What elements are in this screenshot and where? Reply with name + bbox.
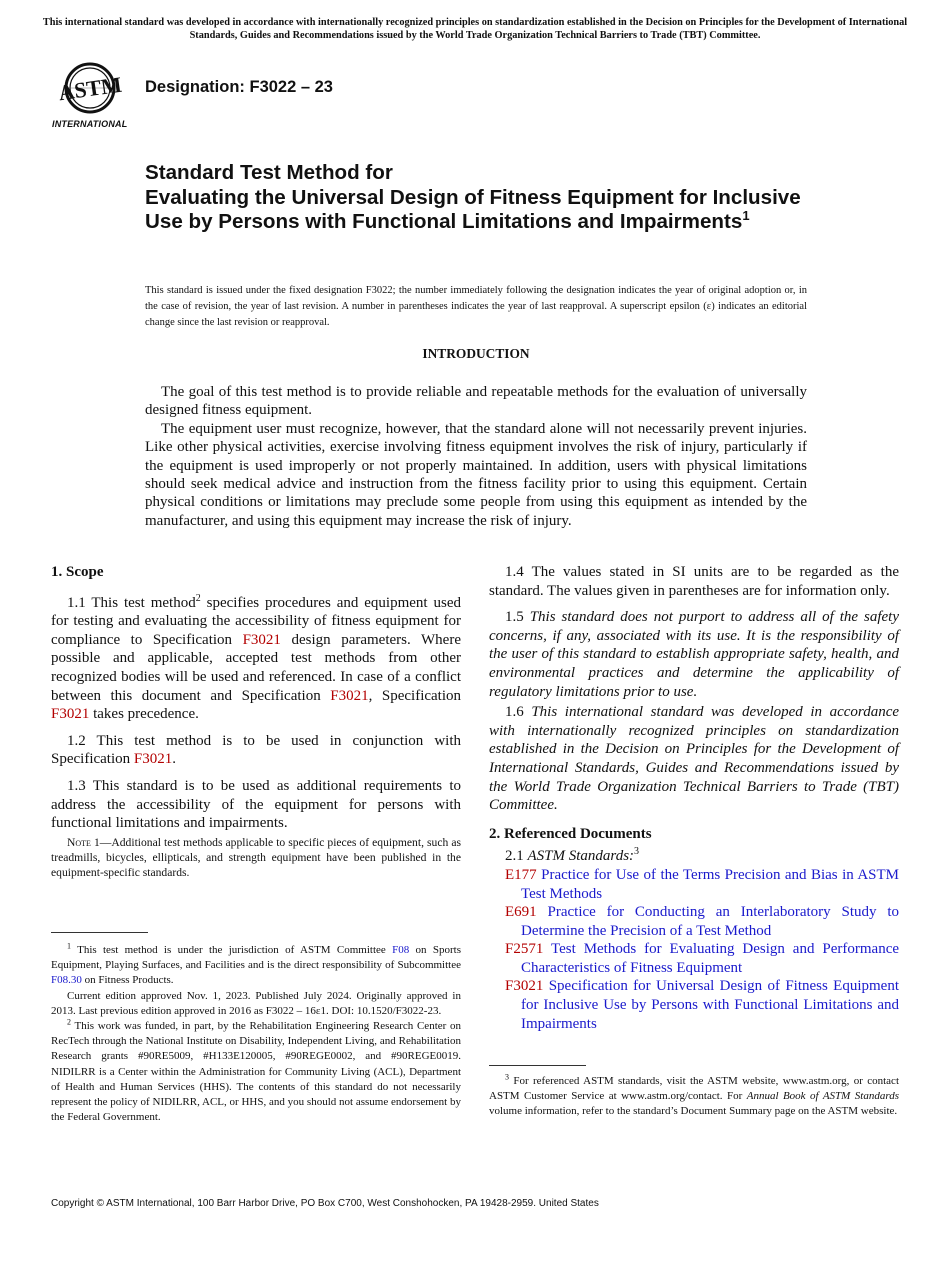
footnote-1 xyxy=(51,943,461,989)
reference-title[interactable]: Specification for Universal Design of Fitness Equipment for Inclusive Use by Persons with Functional Limitations and Impairments xyxy=(521,978,899,1032)
footnote-2-text: This work was funded, in part, by the Rehabilitation Engineering Research Center on RecTech through the National Institute on Disability, Independent Living, and Rehabilitation Research grants #90RE5009, #H133E120005, #90REGE0002, and #90REGE0019. NIDILRR is a Center within the Administration for Community Living (ACL), Department of Health and Human Services (HHS). The contents of this standard do not necessarily represent the policy of NIDILRR, ACL, or HHS, and you should not assume endorsement by the Federal Government. xyxy=(51,1020,461,1124)
reference-title[interactable]: Practice for Conducting an Interlaboratory Study to Determine the Precision of a Test Method xyxy=(521,904,899,939)
footnote-1-text-a: This test method is under the jurisdiction of ASTM Committee xyxy=(71,944,393,956)
paragraph-1-6-text: This international standard was developed in accordance with internationally recognized principles on standardization established in the Decision on Principles for the Development of International Standards, Guides and Recommendations issued by the World Trade Organization Technical Barriers to Trade (TBT) Committee. xyxy=(489,704,900,814)
paragraph-1-5 xyxy=(489,608,899,701)
reference-item[interactable] xyxy=(489,903,899,940)
top-notice: This international standard was developed in accordance with internationally recognized principles on standardization established in the Decision on Principles for the Development of International Standards, Guides and Recommendations issued by the World Trade Organization Technical Barriers to Trade (TBT) Committee. xyxy=(42,17,908,41)
footnote-1-mark: 1 xyxy=(67,941,71,951)
copyright-notice: Copyright © ASTM International, 100 Barr Harbor Drive, PO Box C700, West Conshohocken, PA 19428-2959. United States xyxy=(51,1198,599,1209)
reference-item[interactable] xyxy=(489,866,899,903)
introduction-body xyxy=(145,383,807,530)
footnote-2 xyxy=(51,1019,461,1125)
document-title xyxy=(145,161,825,235)
reference-item[interactable] xyxy=(489,940,899,977)
note-1 xyxy=(51,835,461,880)
footnote-1-edition: Current edition approved Nov. 1, 2023. Published July 2024. Originally approved in 2013. Last previous edition approved in 2016 as F3022 – 16ε1. DOI: 10.1520/F3022-23. xyxy=(51,989,461,1017)
reference-code[interactable]: F3021 xyxy=(505,978,544,995)
footnotes-left xyxy=(51,943,461,1125)
footnote-ref-2[interactable]: 2 xyxy=(195,592,201,604)
introduction-heading: INTRODUCTION xyxy=(422,346,530,361)
paragraph-1-2 xyxy=(51,732,461,769)
svg-text:ASTM: ASTM xyxy=(56,71,124,106)
footnote-3-text-b: volume information, refer to the standard’s Document Summary page on the ASTM website. xyxy=(489,1105,898,1118)
note-1-text: —Additional test methods applicable to specific pieces of equipment, such as treadmills, bicycles, ellipticals, and strength equipment have been published in the equipment-specific standards. xyxy=(51,835,461,879)
reference-title[interactable]: Practice for Use of the Terms Precision and Bias in ASTM Test Methods xyxy=(521,866,900,902)
astm-standards-subheading xyxy=(489,847,899,866)
paragraph-1-6-number: 1.6 xyxy=(505,704,532,721)
issue-note: This standard is issued under the fixed designation F3022; the number immediately following the designation indicates the year of original adoption or, in the case of revision, the year of last revision. A number in parentheses indicates the year of last reapproval. A superscript epsilon (ε) indicates an editorial change since the last revision or reapproval. xyxy=(145,285,807,328)
footnote-divider xyxy=(51,932,148,933)
paragraph-1-1-text-b: specifies procedures and equipment used for testing and evaluating the accessibility of fitness equipment for compliance to Specification xyxy=(51,594,461,648)
footnote-3-italic: Annual Book of ASTM Standards xyxy=(746,1090,899,1103)
reference-code[interactable]: E177 xyxy=(505,866,537,883)
paragraph-1-4: 1.4 The values stated in SI units are to be regarded as the standard. The values given in parentheses are for information only. xyxy=(489,564,899,599)
footnote-3-mark: 3 xyxy=(505,1072,509,1082)
title-line-2: Evaluating the Universal Design of Fitness Equipment for Inclusive Use by Persons with Functional Limitations and Impairments xyxy=(145,185,801,233)
footnote-1-text-b: on Sports Equipment, Playing Surfaces, and Facilities and is the direct responsibility of Subcommittee xyxy=(51,944,461,972)
footnote-3-text-a: For referenced ASTM standards, visit the ASTM website, www.astm.org, or contact ASTM Customer Service at www.astm.org/contact. For xyxy=(489,1075,899,1103)
title-line-1: Standard Test Method for xyxy=(145,161,393,184)
left-column xyxy=(51,563,461,880)
introduction-paragraph-1: The goal of this test method is to provide reliable and repeatable methods for the evaluation of universally designed fitness equipment. xyxy=(145,384,807,419)
footnote-divider xyxy=(489,1065,586,1066)
paragraph-1-6 xyxy=(489,703,899,815)
footnotes-right xyxy=(489,1074,899,1120)
footnote-1-text-c: on Fitness Products. xyxy=(81,974,174,987)
paragraph-1-2-text: 1.2 This test method is to be used in conjunction with Specification xyxy=(51,732,461,768)
paragraph-1-1-text-d: , Specification xyxy=(368,687,462,704)
scope-heading: 1. Scope xyxy=(51,564,104,580)
paragraph-1-1-text-c: design parameters. Where possible and applicable, accepted test methods from other recognized bodies will be used and referenced. In case of a conflict between this document and Specification xyxy=(51,631,461,704)
subheading-number: 2.1 xyxy=(505,848,528,865)
footnote-ref-3[interactable]: 3 xyxy=(634,846,640,858)
paragraph-1-1-text-e: takes precedence. xyxy=(89,706,199,723)
paragraph-1-5-number: 1.5 xyxy=(505,609,530,626)
link-f3021[interactable]: F3021 xyxy=(330,687,369,704)
reference-code[interactable]: E691 xyxy=(505,904,537,921)
paragraph-1-5-text: This standard does not purport to address all of the safety concerns, if any, associated with its use. It is the responsibility of the user of this standard to establish appropriate safety, health, and environmental practices and determine the applicability of regulatory limitations prior to use. xyxy=(489,609,900,700)
reference-item[interactable] xyxy=(489,977,899,1033)
right-column xyxy=(489,563,899,1033)
referenced-documents-heading: 2. Referenced Documents xyxy=(489,825,652,842)
link-f08[interactable]: F08 xyxy=(392,944,410,956)
title-main xyxy=(145,186,825,235)
logo-subtext: INTERNATIONAL xyxy=(52,119,128,129)
reference-title[interactable]: Test Methods for Evaluating Design and Performance Characteristics of Fitness Equipment xyxy=(521,941,900,976)
link-f3021[interactable]: F3021 xyxy=(133,751,173,768)
title-footnote-mark: 1 xyxy=(742,208,750,224)
introduction-paragraph-2: The equipment user must recognize, however, that the standard alone will not necessarily prevent injuries. Like other physical activities, exercise involving fitness equipment involves the risk of injury, particularly if the equipment is used improperly or not properly maintained. In addition, users with physical limitations should seek medical advice and instruction from the fitness facility prior to using this equipment. Certain physical conditions or limitations may preclude some people from using this equipment as intended by the manufacturer, and using this equipment may increase the risk of injury. xyxy=(145,420,807,529)
link-f3021[interactable]: F3021 xyxy=(242,631,281,648)
paragraph-1-1 xyxy=(51,594,461,724)
subheading-label: ASTM Standards: xyxy=(527,848,635,865)
designation: Designation: F3022 – 23 xyxy=(145,78,333,96)
paragraph-1-3: 1.3 This standard is to be used as additional requirements to address the accessibility of the equipment for persons with functional limitations and impairments. xyxy=(51,777,461,832)
link-f3021[interactable]: F3021 xyxy=(51,706,90,723)
note-1-label: Note 1 xyxy=(67,835,100,849)
footnote-3 xyxy=(489,1074,899,1120)
paragraph-1-1-text-a: 1.1 This test method xyxy=(67,594,196,611)
link-f08-30[interactable]: F08.30 xyxy=(51,974,82,987)
paragraph-1-2-end: . xyxy=(172,751,176,768)
footnote-2-mark: 2 xyxy=(67,1017,71,1027)
reference-code[interactable]: F2571 xyxy=(505,941,544,958)
